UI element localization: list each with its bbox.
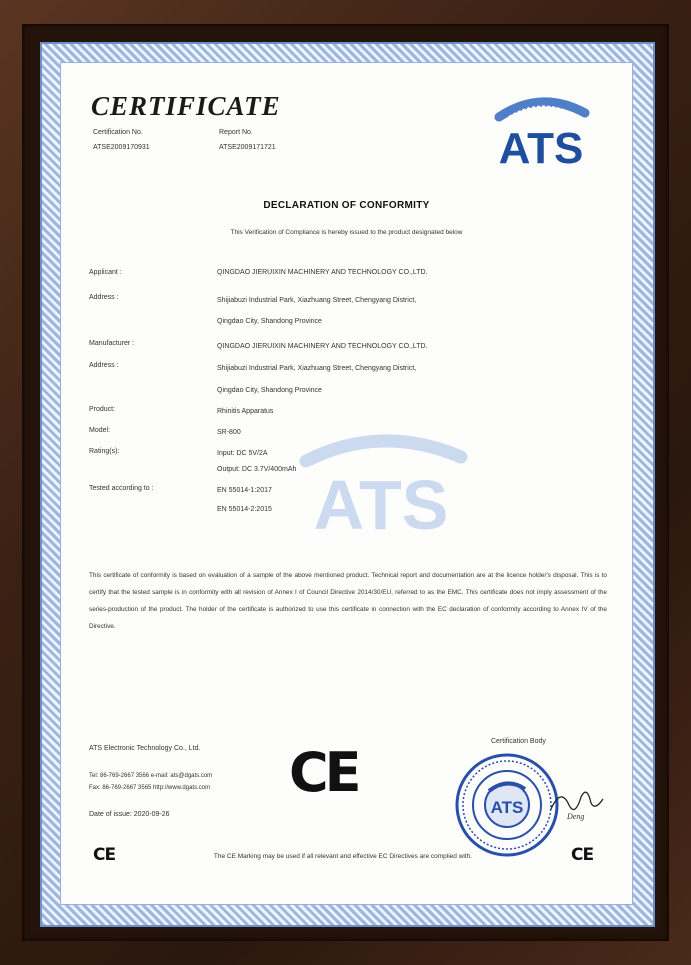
ce-mark-small-right: CE — [571, 845, 594, 865]
cert-no-label: Certification No. — [93, 129, 143, 136]
cert-no-value: ATSE2009170931 — [93, 144, 150, 151]
ats-watermark — [261, 431, 501, 536]
product-label: Product: — [89, 406, 116, 413]
standard-line: EN 55014-1:2017 — [217, 487, 272, 494]
declaration-subtitle: This Verification of Compliance is hereby issued to the product designated below — [230, 229, 463, 236]
applicant-address-label: Address : — [89, 294, 119, 301]
applicant-address-line: Shijiabuzi Industrial Park, Xiazhuang Street, Chengyang District, — [217, 297, 417, 304]
applicant-value: QINGDAO JIERUIXIN MACHINERY AND TECHNOLOGY CO.,LTD. — [217, 269, 428, 276]
model-value: SR-800 — [217, 429, 241, 436]
report-no-value: ATSE2009171721 — [219, 144, 276, 151]
standard-line: EN 55014-2:2015 — [217, 506, 272, 513]
ats-logo-text: ATS — [498, 124, 584, 171]
certification-body-label: Certification Body — [491, 738, 546, 745]
certification-seal — [453, 751, 561, 859]
declaration-title: DECLARATION OF CONFORMITY — [263, 200, 430, 211]
ratings-line: Output: DC 3.7V/400mAh — [217, 466, 297, 473]
manufacturer-address-line: Shijiabuzi Industrial Park, Xiazhuang Street, Chengyang District, — [217, 365, 417, 372]
certificate-title: CERTIFICATE — [91, 91, 281, 121]
conformity-statement: This certificate of conformity is based on evaluation of a sample of the above mentioned product. Technical report and documentation are at the licence holder's disposal. This is to certify that the tested sample is in conformity with all revision of Annex I of Council Directive 2014/30/EU, referred to as the EMC. This certificate does not imply assessment of the series-production of the product. The holder of the certificate is authorized to use this certificate in connection with the EC declaration of conformity according to Annex IV of the Directive. — [89, 572, 607, 630]
manufacturer-address-label: Address : — [89, 362, 119, 369]
ratings-line: Input: DC 5V/2A — [217, 450, 268, 457]
applicant-label: Applicant : — [89, 269, 122, 276]
issuer-contact: Tel: 86-769-2667 3566 e-mail: ats@dgats.com — [89, 773, 213, 779]
ce-mark-large: CE — [289, 741, 358, 804]
model-label: Model: — [89, 427, 111, 434]
ce-footer-note: The CE Marking may be used if all relevant and effective EC Directives are complied with. — [213, 853, 473, 860]
product-value: Rhinitis Apparatus — [217, 408, 274, 415]
report-no-label: Report No. — [219, 129, 253, 136]
tested-according-label: Tested according to : — [89, 485, 154, 492]
ats-logo — [471, 91, 611, 171]
manufacturer-label: Manufacturer : — [89, 340, 135, 347]
date-of-issue: Date of issue: 2020-09-26 — [89, 811, 170, 818]
applicant-address-line: Qingdao City, Shandong Province — [217, 318, 322, 325]
signature — [547, 781, 607, 821]
issuer-contact: Fax: 86-769-2667 3565 http://www.dgats.com — [89, 785, 211, 791]
ratings-label: Rating(s): — [89, 448, 120, 455]
certificate-paper — [60, 62, 633, 905]
seal-text: ATS — [490, 798, 524, 817]
watermark-text: ATS — [313, 466, 449, 536]
ce-mark-small-left: CE — [93, 845, 116, 865]
manufacturer-address-line: Qingdao City, Shandong Province — [217, 387, 322, 394]
signature-name: Deng — [567, 812, 585, 821]
issuer-name: ATS Electronic Technology Co., Ltd. — [89, 745, 201, 752]
manufacturer-value: QINGDAO JIERUIXIN MACHINERY AND TECHNOLOGY CO.,LTD. — [217, 343, 428, 350]
